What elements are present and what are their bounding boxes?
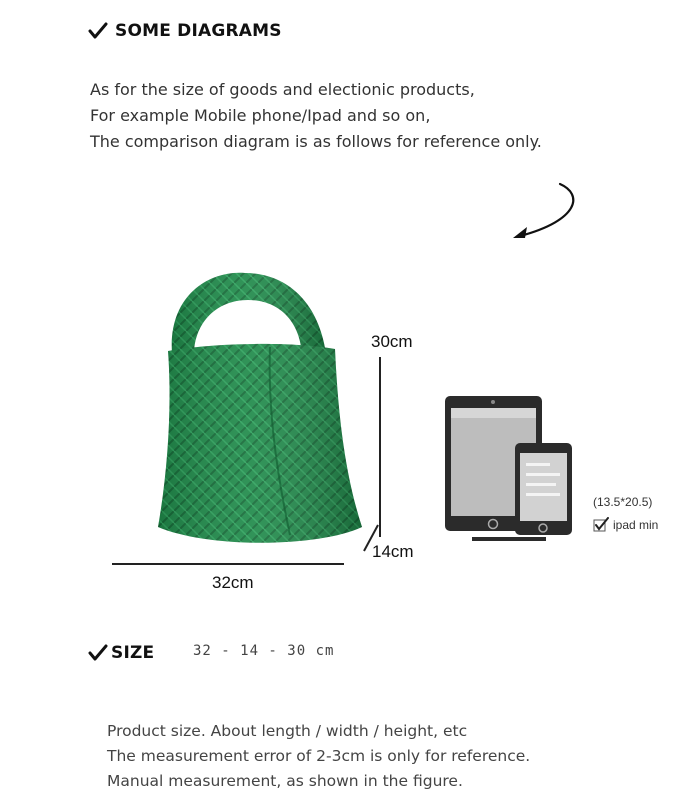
- height-label: 30cm: [371, 332, 413, 351]
- intro-line: As for the size of goods and electionic products,: [90, 80, 475, 99]
- size-heading: SIZE: [111, 643, 155, 663]
- note-line: Manual measurement, as shown in the figure.: [107, 772, 463, 790]
- intro-text: [90, 77, 542, 155]
- curved-arrow-icon: [505, 180, 585, 245]
- handbag-image: [150, 265, 370, 555]
- size-notes: [107, 719, 530, 794]
- size-value: 32 - 14 - 30 cm: [193, 643, 335, 659]
- note-line: Product size. About length / width / height, etc: [107, 722, 468, 740]
- checkmark-icon: [88, 644, 108, 662]
- checkmark-icon: [88, 22, 108, 40]
- checkbox-icon: [593, 517, 609, 533]
- tablet-icon: [440, 393, 575, 545]
- phone-icon: [515, 443, 572, 535]
- width-label: 14cm: [372, 542, 414, 561]
- device-label: ipad min: [613, 518, 659, 532]
- intro-line: The comparison diagram is as follows for reference only.: [90, 132, 542, 151]
- note-line: The measurement error of 2-3cm is only for reference.: [107, 747, 531, 765]
- diagrams-heading: SOME DIAGRAMS: [115, 21, 282, 41]
- intro-line: For example Mobile phone/Ipad and so on,: [90, 106, 431, 125]
- height-dimension-line: [379, 357, 381, 537]
- length-label: 32cm: [212, 573, 254, 592]
- device-size: (13.5*20.5): [593, 495, 653, 509]
- length-dimension-line: [112, 563, 344, 565]
